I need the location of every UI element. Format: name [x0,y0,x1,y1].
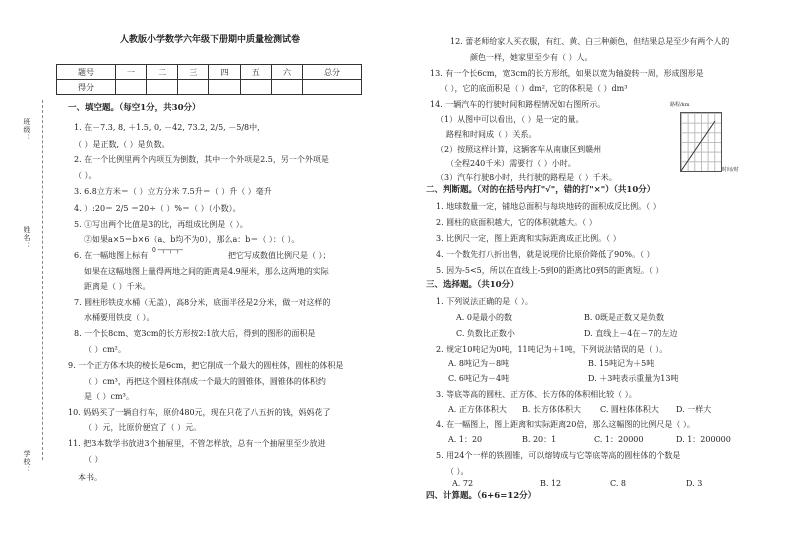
question-line: 4. ）:20＝ 2/5 ＝20÷（ ）%＝（ ）（小数）。 [74,204,241,213]
question-line: 10. 妈妈买了一辆自行车，原价480元，现在只花了八五折的钱，妈妈花了 [68,408,331,417]
choice-option: A. 0是最小的数 [456,313,512,322]
question-line: （3）汽车行驶8小时，共行驶的路程是（ ）千米。 [436,173,617,182]
choice-option: D. 一样大 [676,405,712,414]
question-line: 1. 在－7.3, 8, ＋1.5, 0, －42, 73.2, 2/5, －5/8中, [74,123,260,132]
question-line: 5. ①写出两个比值是3的比，再组成比例是（ ）。 [74,220,248,229]
choice-option: C. 负数比正数小 [456,329,515,338]
judge-line: 2. 圆柱的底面积越大，它的体积就越大。（ ） [436,218,597,227]
table-row [57,65,362,80]
question-line: 13. 有一个长6cm，宽3cm的长方形纸，如果以宽为轴旋转一周，形成图形是 [430,69,704,78]
choice-option: D. 直线上－4在－7的左边 [584,329,678,338]
question-line: 7. 圆柱形铁皮水桶（无盖），高8分米，底面半径是2分米，做一对这样的 [74,298,331,307]
table-cell: 二 [147,65,178,80]
chart-y-label: 路程/km [670,102,690,108]
side-label-school: 学校： [23,450,31,474]
choice-option: A. 72 [452,479,474,488]
choice-option: D. ＋3吨表示重量为13吨 [588,374,679,383]
choice-question: （ ）。 [446,467,469,476]
side-label-name: 姓名： [23,226,31,250]
judge-line: 3. 比例尺一定，图上距离和实际距离成正比例。（ ） [436,234,621,243]
choice-option: B. 20：1 [522,435,557,444]
choice-question: 4. 在一幅图上，图上距离和实际距离20倍，那么这幅图的比例尺是（ ）。 [436,420,695,429]
distance-time-chart [680,112,722,172]
question-line: （1）从图中可以看出，（ ）是一定的量。 [436,115,584,124]
page-title: 人教版小学数学六年级下册期中质量检测试卷 [120,35,301,45]
question-line: 把它写成数值比例尺是（ ）； [228,251,331,260]
table-cell: 得分 [57,80,116,95]
choice-option: C. 圆柱体体积大 [600,405,659,414]
question-line: 本书。 [78,473,102,482]
question-line: ②如果a×5＝b×6（a、b均不为0），那么a：b＝（ ）：（ ）。 [84,235,300,244]
table-cell: 五 [240,65,271,80]
score-cell[interactable] [303,80,362,95]
table-cell: 三 [178,65,209,80]
score-table [56,64,362,95]
question-line: 距离是（ ）千米。 [84,282,151,291]
choice-option: C. 6吨记为－4吨 [448,374,510,383]
score-cell[interactable] [115,80,146,95]
section-heading: 一、填空题。（每空1分，共30分） [68,103,201,113]
question-line: 3. 6.8立方米＝（ ）立方分米 7.5升＝（ ）升（ ）毫升 [74,187,272,196]
section-heading: 三、选择题。（共10分） [426,280,519,290]
question-line: 14. 一辆汽车的行驶时间和路程情况如右图所示。 [430,100,606,109]
judge-line: 5. 因为-5<5，所以在直线上-5到0的距离比0到5的距离短。（ ） [436,266,664,275]
question-line: （ ）cm²。 [84,345,126,354]
question-line: 12. 蕾老师给家人买衣服，有红、黄、白三种颜色，但结果总是至少有两个人的 [450,37,730,46]
choice-option: C. 8 [610,479,627,488]
question-line: （ ）cm³，再把这个圆柱体削成一个最大的圆锥体，圆锥体的体积约 [84,377,326,386]
chart-x-label: 时间/时 [722,167,739,173]
choice-question: 5. 用24个一样的铁圆锥，可以熔铸成与它等底等高的圆柱体的个数是 [436,451,681,460]
table-row [57,80,362,95]
choice-question: 1. 下列说法正确的是（ ）。 [436,297,533,306]
question-line: 是（ ）cm³。 [84,392,134,401]
binding-line [42,100,43,460]
choice-option: D. 3 [686,479,703,488]
table-cell: 一 [115,65,146,80]
question-line: 6. 在一幅地图上标有 [74,251,149,260]
question-line: （ ） [84,455,103,464]
judge-line: 4. 一个数先打八折出售，就是说现价比原价降低了90%。（ ） [436,250,655,259]
side-label-class: 班级： [23,118,31,142]
question-line: （ ）。 [74,171,97,180]
question-line: （ ）元，比原价便宜了（ ）元。 [84,423,202,432]
section-heading: 四、计算题。（6+6=12分） [426,491,537,501]
question-line: 颜色一样，她家里至少有（ ）人。 [470,53,593,62]
choice-option: A. 1：20 [448,435,483,444]
question-line: 11. 把3本数学书放进3个抽屉里，不管怎样放，总有一个抽屉里至少放进 [68,439,326,448]
table-cell: 六 [271,65,302,80]
question-line: 2. 在一个比例里两个内项互为倒数，其中一个外项是2.5，另一个外项是 [74,155,329,164]
chart-line [681,113,721,171]
choice-option: A. 8吨记为－8吨 [448,359,510,368]
choice-option: B. 15吨记为＋5吨 [588,359,655,368]
choice-option: C. 1：20000 [594,435,644,444]
choice-question: 2. 规定10吨记为0吨，11吨记为＋1吨，下列说法错误的是（ ）。 [436,345,668,354]
question-line: 水桶要用铁皮（ ）。 [84,313,155,322]
score-cell[interactable] [178,80,209,95]
choice-option: B. 0既是正数又是负数 [584,313,665,322]
table-cell: 四 [209,65,240,80]
choice-question: 3. 等底等高的圆柱、正方体、长方体的体积相比较（ ）。 [436,390,637,399]
question-line: （ ）是正数,（ ）是负数。 [74,140,170,149]
table-cell: 总分 [303,65,362,80]
choice-option: B. 长方体体积大 [522,405,581,414]
score-cell[interactable] [271,80,302,95]
choice-option: B. 12 [540,479,562,488]
question-line: （2）按照这样计算，这辆客车从南康区到赣州 [436,145,602,154]
table-cell: 题号 [57,65,116,80]
score-cell[interactable] [240,80,271,95]
question-line: （ ），它的底面积是（ ）dm²，它的体积是（ ）dm³ [440,84,628,93]
question-line: 9. 一个正方体木块的棱长是6cm，把它削成一个最大的圆柱体，圆柱的体积是 [68,361,344,370]
score-cell[interactable] [147,80,178,95]
score-cell[interactable] [209,80,240,95]
question-line: 路程和时间成（ ）关系。 [446,130,537,139]
judge-line: 1. 地球数量一定，铺地总面积与每块地砖的面积成反比例。（ ） [436,202,661,211]
section-heading: 二、判断题。（对的在括号内打"√"，错的打"×"）（共10分） [426,185,656,195]
scale-bar-icon: 0 ─┬─┬─┬─ [152,247,184,254]
question-line: 如果在这幅地图上量得两地之间的距离是4.9厘米，那么这两地的实际 [84,267,329,276]
question-line: 8. 一个长8cm、宽3cm的长方形按2:1放大后，得到的图形的面积是 [74,329,316,338]
choice-option: D. 1：200000 [676,435,731,444]
choice-option: A. 正方体体积大 [448,405,507,414]
question-line: （全程240千米）需要行（ ）小时。 [446,159,576,168]
